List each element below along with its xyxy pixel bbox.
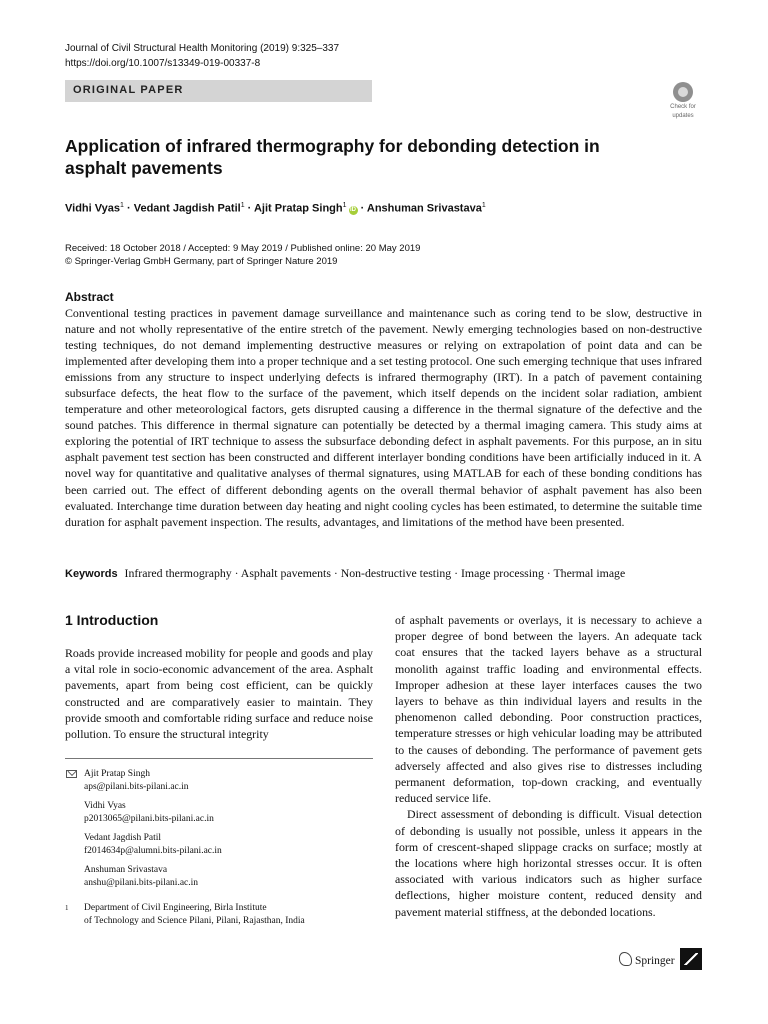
publication-dates-block [65, 242, 420, 268]
author-name: Vidhi Vyas [65, 202, 121, 215]
intro-paragraph: Direct assessment of debonding is difficult. Visual detection of debonding is usually not possible, unless it appears in the form of crescent-shaped slippage cracks on surface; mostly at the locations where high horizontal stresses occur. It is often associated with various indicators such as higher surface deflections, higher moisture content, reduced density and pavement material stiffness, at the debonded locations. [395, 807, 702, 919]
intro-paragraph: Roads provide increased mobility for people and goods and play a vital role in socio-economic advancement of the area. Asphalt pavements, apart from being cost efficient, can be quickly constructed and are comparatively easier to maintain. They provide smooth and comfortable riding surface and reduce noise pollution. To ensure the structural integrity [65, 646, 373, 742]
keywords-line [65, 566, 625, 581]
article-type-banner [65, 80, 372, 102]
contact-email[interactable]: aps@pilani.bits-pilani.ac.in [84, 781, 189, 792]
contact-name: Anshuman Srivastava [84, 865, 168, 875]
right-column-text [395, 612, 702, 920]
publisher-logo [619, 952, 675, 967]
contact-entry [84, 832, 222, 857]
author-name: Vedant Jagdish Patil [133, 202, 241, 215]
envelope-icon [66, 770, 77, 778]
abstract-heading: Abstract [65, 290, 114, 304]
section-heading-introduction: 1 Introduction [65, 612, 159, 628]
doi-link[interactable]: https://doi.org/10.1007/s13349-019-00337-8 [65, 58, 261, 69]
affiliation-line: Department of Civil Engineering, Birla Institute [84, 903, 267, 913]
affiliation-footnote [65, 902, 373, 927]
abstract-text: Conventional testing practices in pavement damage surveillance and maintenance such as coring tend to be slow, destructive in nature and not wholly representative of the entire stretch of the pavement. Newly emerging technologies based on non-destructive testing techniques, do not demand implementing destructive measures or relying on extrapolation of point data and can be implemented after developing them into a proper technique and a set testing protocol. One such emerging technique that uses infrared emissions from any structure to inspect underlying defects is infrared thermography (IRT). In a patch of pavement containing subsurface defects, the heat flow to the surface of the pavement, which itself depends on the incident solar radiation, ambient temperature and other meteorological factors, gets disrupted causing a difference in the thermal signature of the defective and the sound patches. This difference in thermal signature can potentially be detected by a thermal imaging camera. This study aims at exploring the potential of IRT technique to assess the subsurface debonding defect in asphalt pavements. For this purpose, an in situ asphalt pavement test section has been constructed and different interlayer bonding conditions have been artificially induced in it. A novel way for quantitative and qualitative analyses of thermal signatures, using MATLAB for each of these bonding conditions has been carried out. The effect of different debonding agents on the overall thermal behavior of asphalt pavement has also been evaluated. Interchange time duration between day heating and night cooling cycles has been estimated, to determine the suitable time duration for asphalt pavement inspection. The results, advantages, and limitations of the method have been presented. [65, 306, 702, 529]
author-list: Vidhi Vyas$^1$ · Vedant Jagdish Patil$^1$ · Ajit Pratap Singh$^1$iD · Anshuman Srivastava$^1$ [65, 202, 486, 215]
check-for-updates-badge[interactable] [663, 82, 703, 124]
journal-citation: Journal of Civil Structural Health Monitoring (2019) 9:325–337 [65, 43, 340, 54]
journal-header [65, 41, 339, 71]
contact-entry [84, 768, 189, 793]
contact-email[interactable]: anshu@pilani.bits-pilani.ac.in [84, 877, 199, 888]
author-affiliation-mark: 1 [120, 202, 124, 209]
intro-paragraph: of asphalt pavements or overlays, it is necessary to achieve a proper degree of bond between the layers. An adequate tack coat ensures that the tacked layers behave as a structural monolith against traffic loading and environmental effects. Improper adhesion at these layer interfaces causes the two layers to behave as thin individual layers and results in the phenomenon called debonding. Poor construction practices, temperature stresses or high vehicular loading may be attributed to the causes of debonding. The performance of pavement gets adversely affected and also gives rise to distresses including permanent deformation, top-down cracking, and eventually reduced service life. [395, 613, 702, 806]
badge-line-1: Check for [670, 104, 696, 110]
author-affiliation-mark: 1 [481, 202, 486, 209]
check-updates-icon [673, 82, 693, 102]
left-column-text [65, 645, 373, 742]
springer-horse-icon [619, 952, 632, 966]
keywords-label: Keywords [65, 568, 118, 580]
contact-email[interactable]: p2013065@pilani.bits-pilani.ac.in [84, 813, 214, 824]
footnote-divider [65, 758, 373, 759]
contact-name: Ajit Pratap Singh [84, 769, 150, 779]
affiliation-mark: 1 [65, 904, 69, 912]
author-name: Anshuman Srivastava [366, 202, 482, 215]
author-affiliation-mark: 1 [240, 202, 245, 209]
contact-email[interactable]: f2014634p@alumni.bits-pilani.ac.in [84, 845, 222, 856]
contact-name: Vedant Jagdish Patil [84, 833, 162, 843]
orcid-icon[interactable]: iD [350, 206, 357, 213]
author-name: Ajit Pratap Singh [253, 202, 343, 215]
author-affiliation-mark: 1 [342, 202, 347, 209]
contact-name: Vidhi Vyas [84, 801, 126, 811]
paper-title: Application of infrared thermography for debonding detection in asphalt pavements [65, 136, 600, 178]
article-type-label: ORIGINAL PAPER [73, 84, 184, 96]
affiliation-line: of Technology and Science Pilani, Pilani, Rajasthan, India [84, 915, 305, 926]
contact-entry [84, 864, 198, 889]
page-corner-logo-icon [680, 948, 702, 970]
publisher-name: Springer [635, 955, 675, 967]
copyright-line: © Springer-Verlag GmbH Germany, part of Springer Nature 2019 [65, 256, 338, 267]
contact-entry [84, 800, 214, 825]
badge-line-2: updates [672, 112, 694, 119]
publication-dates: Received: 18 October 2018 / Accepted: 9 May 2019 / Published online: 20 May 2019 [65, 243, 421, 254]
keywords-list: Infrared thermography · Asphalt pavements · Non-destructive testing · Image processing · Thermal image [124, 566, 626, 580]
